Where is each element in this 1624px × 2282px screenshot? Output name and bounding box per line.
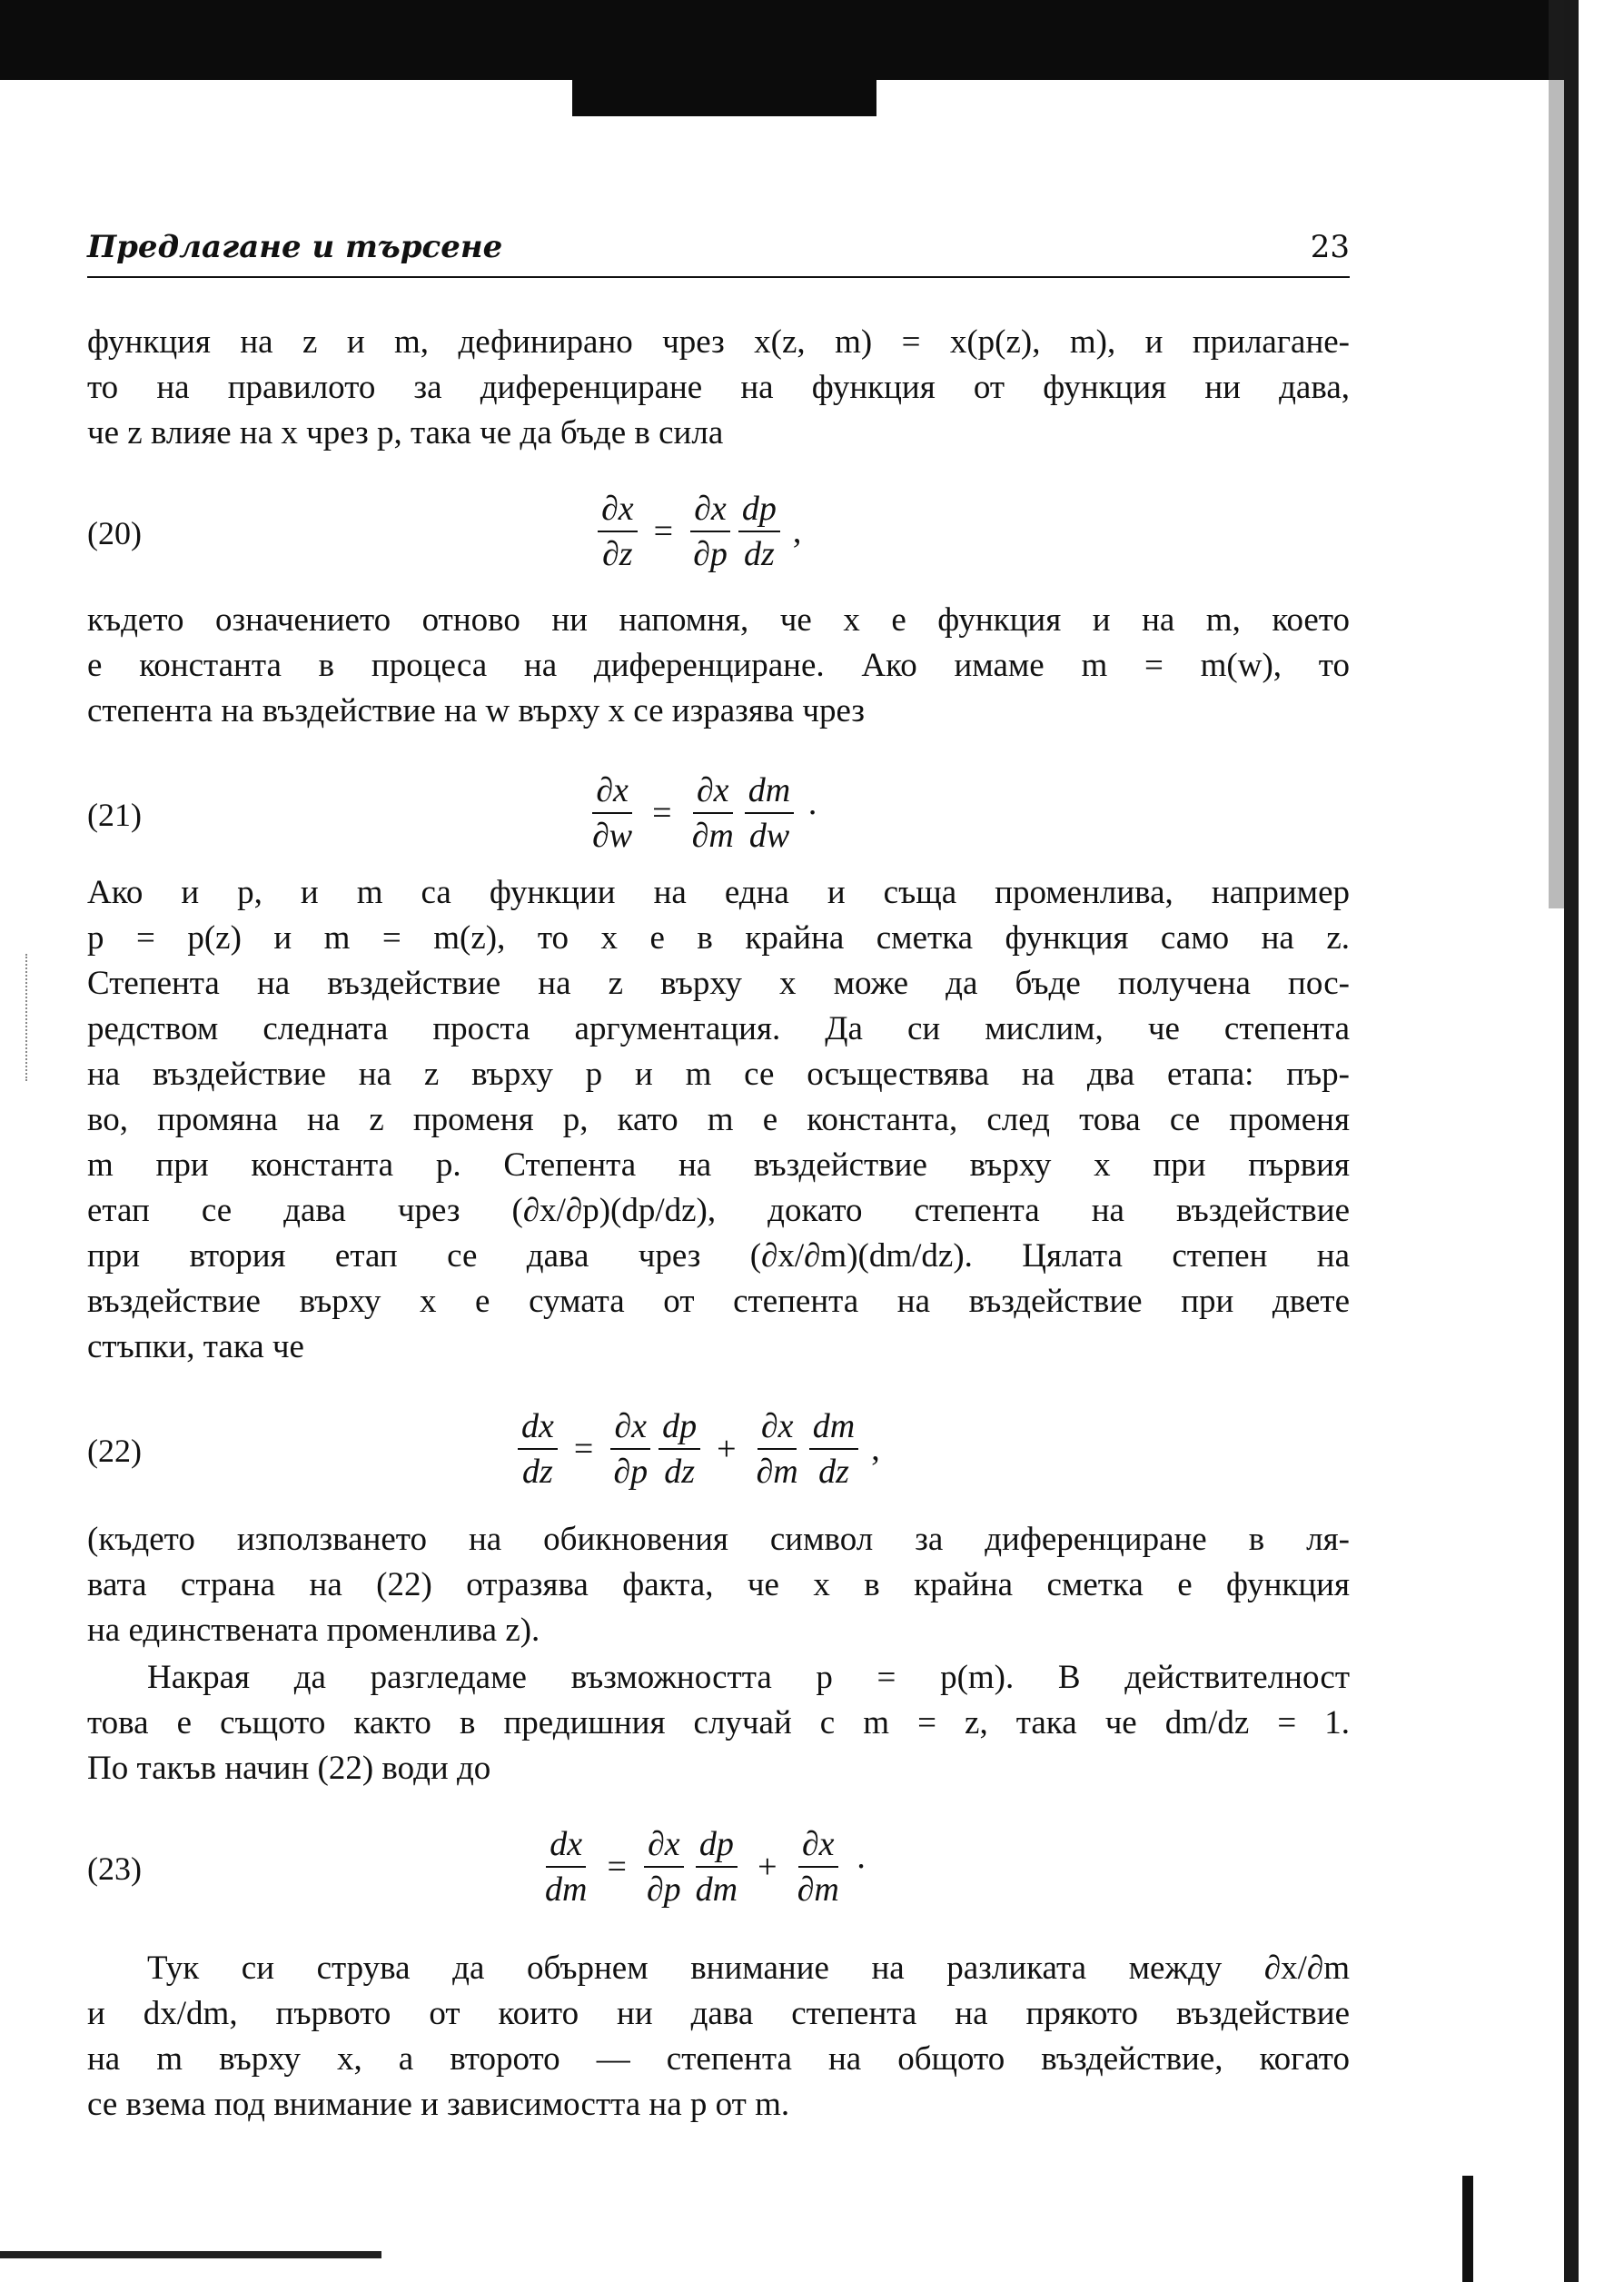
text-line: на единствената променлива z). — [87, 1612, 540, 1649]
denominator: ∂m — [691, 817, 734, 855]
punctuation: , — [871, 1430, 880, 1468]
text-line: функция на z и m, дефинирано чрез x(z, m) = x(p(z), m), и прилагане- — [87, 323, 1350, 361]
numerator: ∂x — [690, 489, 730, 532]
denominator: ∂m — [756, 1453, 798, 1491]
scan-border-bottom — [0, 2251, 381, 2258]
equals-sign: = — [653, 512, 674, 551]
paragraph-4 — [87, 1517, 1350, 1653]
denominator: ∂p — [613, 1453, 649, 1491]
denominator: ∂z — [602, 535, 633, 573]
equation-21 — [87, 763, 1350, 863]
fraction — [809, 1406, 858, 1492]
equals-sign: = — [573, 1430, 594, 1468]
numerator: ∂x — [644, 1824, 684, 1868]
numerator: dm — [809, 1406, 858, 1450]
numerator: dp — [696, 1824, 738, 1868]
text-line: Накрая да разгледаме възможността p = p(m). В действителност — [147, 1659, 1350, 1696]
paragraph-2 — [87, 598, 1350, 734]
denominator: ∂p — [693, 535, 728, 573]
fraction — [518, 1406, 558, 1492]
text-line: во, промяна на z променя p, като m е константа, след това се променя — [87, 1101, 1350, 1138]
denominator: dz — [743, 535, 775, 573]
equals-sign: = — [652, 794, 672, 832]
equation-body — [514, 1406, 880, 1492]
text-line: p = p(z) и m = m(z), то x е в крайна сметка функция само на z. — [87, 919, 1350, 957]
text-line: това е същото както в предишния случай с m = z, така че dm/dz = 1. — [87, 1704, 1350, 1741]
text-line: вата страна на (22) отразява факта, че x в крайна сметка е функция — [87, 1566, 1350, 1603]
denominator: dm — [545, 1870, 588, 1909]
equals-sign: = — [607, 1848, 627, 1886]
equation-body — [585, 770, 818, 856]
chapter-title: Предлагане и търсене — [87, 229, 503, 265]
denominator: dz — [818, 1453, 849, 1491]
text-line: Ако и p, и m са функции на една и съща променлива, например — [87, 874, 1350, 911]
text-line: Степента на въздействие на z върху x може да бъде получена пос- — [87, 965, 1350, 1002]
fraction — [589, 770, 636, 856]
scan-border-tab — [572, 73, 876, 116]
page-number: 23 — [1310, 229, 1350, 265]
text-line: че z влияе на x чрез p, така че да бъде в сила — [87, 414, 724, 451]
punctuation: · — [807, 794, 818, 832]
text-line: на въздействие на z върху p и m се осъществява на два етапа: пър- — [87, 1056, 1350, 1093]
text-line: редством следната проста аргументация. Да си мислим, че степента — [87, 1010, 1350, 1047]
numerator: ∂x — [693, 770, 733, 814]
text-line: то на правилото за диференциране на функция от функция ни дава, — [87, 369, 1350, 406]
text-line: стъпки, така че — [87, 1328, 304, 1365]
paragraph-5 — [87, 1655, 1350, 1791]
fraction — [692, 1824, 741, 1910]
paragraph-6 — [87, 1946, 1350, 2128]
numerator: ∂x — [758, 1406, 797, 1450]
text-line: (където използването на обикновения символ за диференциране в ля- — [87, 1521, 1350, 1558]
fraction — [745, 770, 794, 856]
plus-sign: + — [717, 1430, 737, 1468]
equation-body — [594, 489, 801, 574]
fraction — [738, 489, 780, 574]
text-line: По такъв начин (22) води до — [87, 1750, 491, 1787]
numerator: dm — [745, 770, 794, 814]
paragraph-3 — [87, 870, 1350, 1370]
text-line: въздействие върху x е сумата от степента на въздействие при двете — [87, 1283, 1350, 1320]
text-line: е константа в процеса на диференциране. Ако имаме m = m(w), то — [87, 647, 1350, 684]
fraction — [609, 1406, 651, 1492]
equation-body — [538, 1824, 866, 1910]
equation-number: (21) — [87, 797, 142, 833]
text-line: на m върху x, а второто — степента на общото въздействие, когато — [87, 2040, 1350, 2078]
denominator: ∂p — [646, 1870, 681, 1909]
numerator: dx — [518, 1406, 558, 1450]
numerator: dp — [738, 489, 780, 532]
scan-noise — [25, 954, 30, 1081]
equation-number: (22) — [87, 1433, 142, 1469]
text-line: m при константа p. Степента на въздействие върху x при първия — [87, 1146, 1350, 1184]
denominator: dw — [748, 817, 790, 855]
denominator: dm — [695, 1870, 738, 1909]
fraction — [753, 1406, 802, 1492]
numerator: dx — [546, 1824, 586, 1868]
paragraph-1 — [87, 320, 1350, 456]
numerator: ∂x — [598, 489, 638, 532]
scan-border-right — [1564, 0, 1579, 2282]
fraction — [598, 489, 638, 574]
text-line: при втория етап се дава чрез (∂x/∂m)(dm/dz). Цялата степен на — [87, 1237, 1350, 1275]
equation-20 — [87, 481, 1350, 581]
scan-shadow-right — [1549, 0, 1565, 908]
fraction — [541, 1824, 590, 1910]
fraction — [643, 1824, 685, 1910]
text-line: и dx/dm, първото от които ни дава степента на прякото въздействие — [87, 1995, 1350, 2032]
fraction — [689, 489, 731, 574]
scan-border-top — [0, 0, 1576, 80]
text-line: Тук си струва да обърнем внимание на разликата между ∂x/∂m — [147, 1950, 1350, 1987]
text-line: етап се дава чрез (∂x/∂p)(dp/dz), докато степента на въздействие — [87, 1192, 1350, 1229]
scan-border-corner — [1462, 2176, 1473, 2282]
equation-22 — [87, 1399, 1350, 1499]
punctuation: · — [855, 1848, 867, 1886]
denominator: dz — [522, 1453, 553, 1491]
numerator: ∂x — [798, 1824, 838, 1868]
running-header — [87, 229, 1350, 278]
punctuation: , — [792, 512, 802, 551]
denominator: ∂m — [797, 1870, 839, 1909]
fraction — [794, 1824, 843, 1910]
denominator: ∂w — [592, 817, 633, 855]
fraction — [688, 770, 738, 856]
fraction — [659, 1406, 700, 1492]
equation-23 — [87, 1817, 1350, 1917]
text-line: се взема под внимание и зависимостта на p от m. — [87, 2086, 790, 2123]
text-line: където означението отново ни напомня, че x е функция и на m, което — [87, 601, 1350, 639]
numerator: ∂x — [592, 770, 632, 814]
equation-number: (20) — [87, 515, 142, 551]
numerator: ∂x — [610, 1406, 650, 1450]
plus-sign: + — [758, 1848, 777, 1886]
text-line: степента на въздействие на w върху x се изразява чрез — [87, 692, 866, 729]
equation-number: (23) — [87, 1850, 142, 1887]
denominator: dz — [664, 1453, 695, 1491]
numerator: dp — [659, 1406, 700, 1450]
